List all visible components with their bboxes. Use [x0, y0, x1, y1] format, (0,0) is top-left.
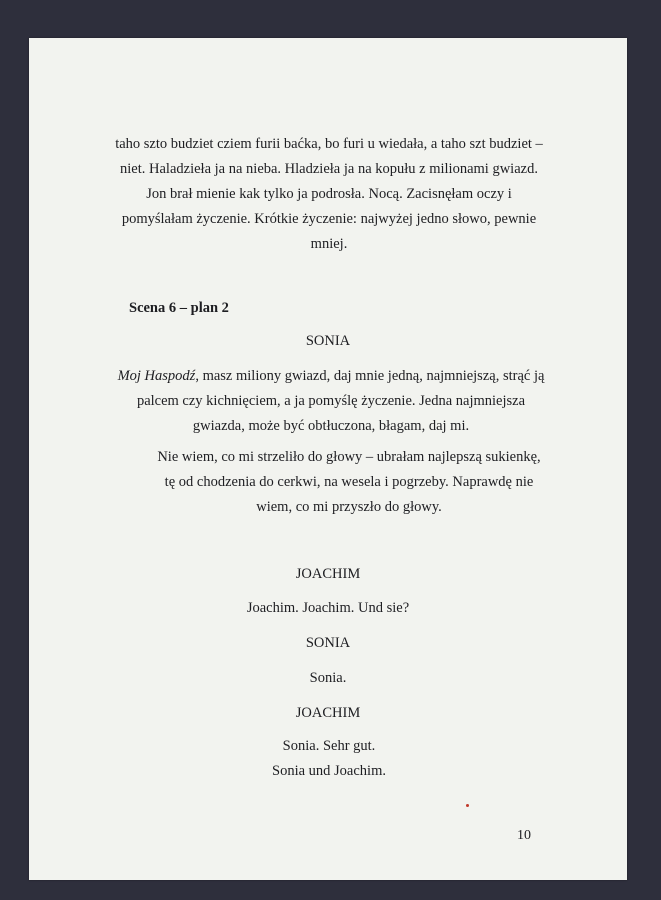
text-line: Sonia und Joachim.	[272, 763, 386, 779]
scene-heading: Scena 6 – plan 2	[129, 300, 229, 316]
dialogue-line: Sonia.	[309, 670, 347, 686]
character-name-joachim: JOACHIM	[295, 705, 361, 721]
italic-phrase: Moj Haspodź	[117, 368, 196, 384]
text-line: wiem, co mi przyszło do głowy.	[256, 499, 442, 515]
paragraph-closing	[69, 734, 589, 784]
character-name-joachim: JOACHIM	[295, 566, 361, 582]
text-line: pomyślałam życzenie. Krótkie życzenie: najwyżej jedno słowo, pewnie	[121, 211, 537, 227]
text-line: Jon brał mienie kak tylko ja podrosła. Nocą. Zacisnęłam oczy i	[146, 186, 512, 202]
text-line	[69, 364, 593, 389]
character-name-sonia: SONIA	[305, 333, 351, 349]
text-line: palcem czy kichnięciem, a ja pomyślę życzenie. Jedna najmniejsza	[136, 393, 526, 409]
character-name-sonia: SONIA	[305, 635, 351, 651]
red-speck	[466, 804, 469, 807]
text-line: Nie wiem, co mi strzeliło do głowy – ubrałam najlepszą sukienkę,	[157, 449, 541, 465]
paragraph-sonia-prayer	[69, 364, 593, 439]
paragraph-sonia-dress	[99, 445, 599, 520]
text-line: niet. Haladzieła ja na nieba. Hladzieła ja na kopułu z milionami gwiazd.	[120, 161, 538, 177]
paragraph-intro	[69, 132, 589, 257]
text-line: mniej.	[310, 236, 348, 252]
dialogue-line: Joachim. Joachim. Und sie?	[246, 600, 410, 616]
text-fragment: , masz miliony gwiazd, daj mnie jedną, najmniejszą, strąć ją	[195, 368, 545, 384]
page-number: 10	[517, 828, 531, 843]
document-page	[29, 38, 627, 880]
text-line: tę od chodzenia do cerkwi, na wesela i pogrzeby. Naprawdę nie	[164, 474, 534, 490]
text-line: gwiazda, może być obtłuczona, błagam, daj mi.	[192, 418, 470, 434]
text-line: taho szto budziet cziem furii baćka, bo furi u wiedała, a taho szt budziet –	[115, 136, 543, 152]
text-line: Sonia. Sehr gut.	[282, 738, 376, 754]
